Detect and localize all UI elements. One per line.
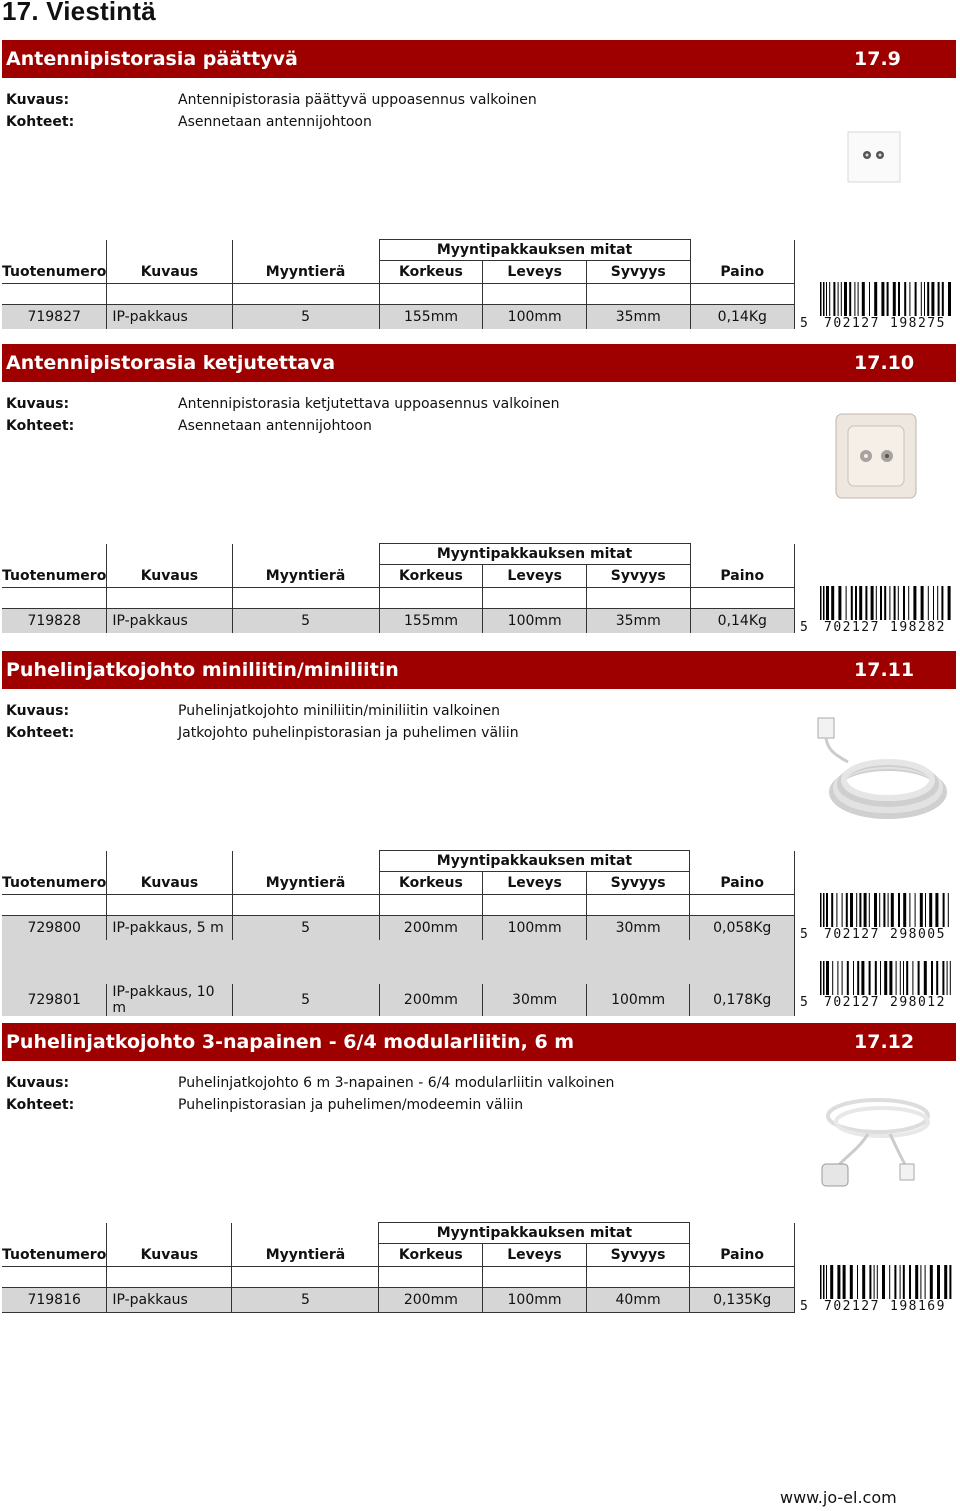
- barcode: 5 702127 198169: [798, 1265, 956, 1315]
- table-row: 719828 IP-pakkaus 5 155mm 100mm 35mm 0,14Kg: [2, 609, 795, 634]
- header-kuvaus: Kuvaus: [107, 261, 232, 284]
- kohteet-value: Jatkojohto puhelinpistorasian ja puhelimen väliin: [178, 725, 519, 741]
- header-korkeus: Korkeus: [379, 1244, 483, 1267]
- header-paino: Paino: [690, 1244, 795, 1267]
- kuvaus-value: Antennipistorasia ketjutettava uppoasennus valkoinen: [178, 396, 560, 412]
- header-tuotenumero: Tuotenumero: [2, 263, 107, 280]
- section-title: Puhelinjatkojohto 3-napainen - 6/4 modularliitin, 6 m: [6, 1031, 575, 1053]
- section-number: 17.11: [854, 659, 915, 681]
- header-syvyys: Syvyys: [586, 1244, 690, 1267]
- section-title: Puhelinjatkojohto miniliitin/miniliitin: [6, 659, 399, 681]
- header-korkeus: Korkeus: [379, 261, 483, 284]
- header-paino: Paino: [690, 872, 795, 895]
- kohteet-label: Kohteet:: [6, 418, 75, 434]
- section-banner-17-10: [2, 344, 956, 382]
- barcode: 5 702127 198275: [798, 282, 956, 332]
- antenna-socket-surface-image: [832, 410, 920, 502]
- header-myyntiera: Myyntierä: [232, 261, 379, 284]
- kuvaus-label: Kuvaus:: [6, 396, 70, 412]
- barcode: 5 702127 298005: [798, 893, 956, 943]
- kohteet-value: Asennetaan antennijohtoon: [178, 418, 372, 434]
- phone-cable-coil-image: [808, 712, 948, 822]
- section-number: 17.12: [854, 1031, 915, 1053]
- section-number: 17.10: [854, 352, 915, 374]
- kuvaus-label: Kuvaus:: [6, 703, 70, 719]
- header-leveys: Leveys: [483, 565, 587, 588]
- header-myyntiera: Myyntierä: [232, 872, 379, 895]
- section-banner-17-9: [2, 40, 956, 78]
- table-row: 729800 IP-pakkaus, 5 m 5 200mm 100mm 30mm 0,058Kg: [2, 916, 795, 941]
- kuvaus-label: Kuvaus:: [6, 1075, 70, 1091]
- header-syvyys: Syvyys: [586, 565, 690, 588]
- kohteet-label: Kohteet:: [6, 114, 75, 130]
- header-myyntiera: Myyntierä: [232, 565, 379, 588]
- header-korkeus: Korkeus: [379, 872, 483, 895]
- barcode: 5 702127 198282: [798, 586, 956, 636]
- header-myyntiera: Myyntierä: [232, 1244, 379, 1267]
- header-group: Myyntipakkauksen mitat: [379, 240, 690, 261]
- header-kuvaus: Kuvaus: [107, 565, 232, 588]
- kohteet-value: Puhelinpistorasian ja puhelimen/modeemin väliin: [178, 1097, 524, 1113]
- kuvaus-value: Antennipistorasia päättyvä uppoasennus valkoinen: [178, 92, 537, 108]
- table-row: 719827 IP-pakkaus 5 155mm 100mm 35mm 0,14Kg: [2, 305, 795, 330]
- spec-table-17-11: [2, 850, 795, 1016]
- spec-table-17-12: [2, 1222, 795, 1313]
- antenna-socket-flat-image: [846, 130, 902, 184]
- table-row: 719816 IP-pakkaus 5 200mm 100mm 40mm 0,135Kg: [2, 1288, 795, 1313]
- header-korkeus: Korkeus: [379, 565, 483, 588]
- kohteet-value: Asennetaan antennijohtoon: [178, 114, 372, 130]
- header-group: Myyntipakkauksen mitat: [379, 851, 690, 872]
- header-group: Myyntipakkauksen mitat: [379, 1223, 690, 1244]
- header-kuvaus: Kuvaus: [107, 1244, 232, 1267]
- header-syvyys: Syvyys: [586, 872, 690, 895]
- kuvaus-value: Puhelinjatkojohto miniliitin/miniliitin valkoinen: [178, 703, 500, 719]
- kuvaus-value: Puhelinjatkojohto 6 m 3-napainen - 6/4 modularliitin valkoinen: [178, 1075, 615, 1091]
- barcode: 5 702127 298012: [798, 961, 956, 1011]
- section-banner-17-12: [2, 1023, 956, 1061]
- header-kuvaus: Kuvaus: [107, 872, 232, 895]
- header-tuotenumero: Tuotenumero: [2, 567, 107, 584]
- header-tuotenumero: Tuotenumero: [2, 874, 107, 891]
- section-banner-17-11: [2, 651, 956, 689]
- section-title: Antennipistorasia päättyvä: [6, 48, 298, 70]
- page-title: 17. Viestintä: [2, 0, 156, 26]
- table-row: 729801 IP-pakkaus, 10 m 5 200mm 30mm 100mm 0,178Kg: [2, 984, 795, 1016]
- header-syvyys: Syvyys: [586, 261, 690, 284]
- spec-table-17-9: [2, 239, 795, 329]
- kohteet-label: Kohteet:: [6, 725, 75, 741]
- header-tuotenumero: Tuotenumero: [2, 1246, 107, 1263]
- section-number: 17.9: [854, 48, 901, 70]
- header-group: Myyntipakkauksen mitat: [379, 544, 690, 565]
- header-paino: Paino: [690, 261, 794, 284]
- phone-cable-3pin-image: [808, 1086, 948, 1192]
- kuvaus-label: Kuvaus:: [6, 92, 70, 108]
- footer-url[interactable]: www.jo-el.com: [780, 1488, 897, 1507]
- spec-table-17-10: [2, 543, 795, 633]
- kohteet-label: Kohteet:: [6, 1097, 75, 1113]
- header-leveys: Leveys: [483, 261, 587, 284]
- header-paino: Paino: [690, 565, 794, 588]
- header-leveys: Leveys: [483, 1244, 587, 1267]
- header-leveys: Leveys: [483, 872, 587, 895]
- section-title: Antennipistorasia ketjutettava: [6, 352, 336, 374]
